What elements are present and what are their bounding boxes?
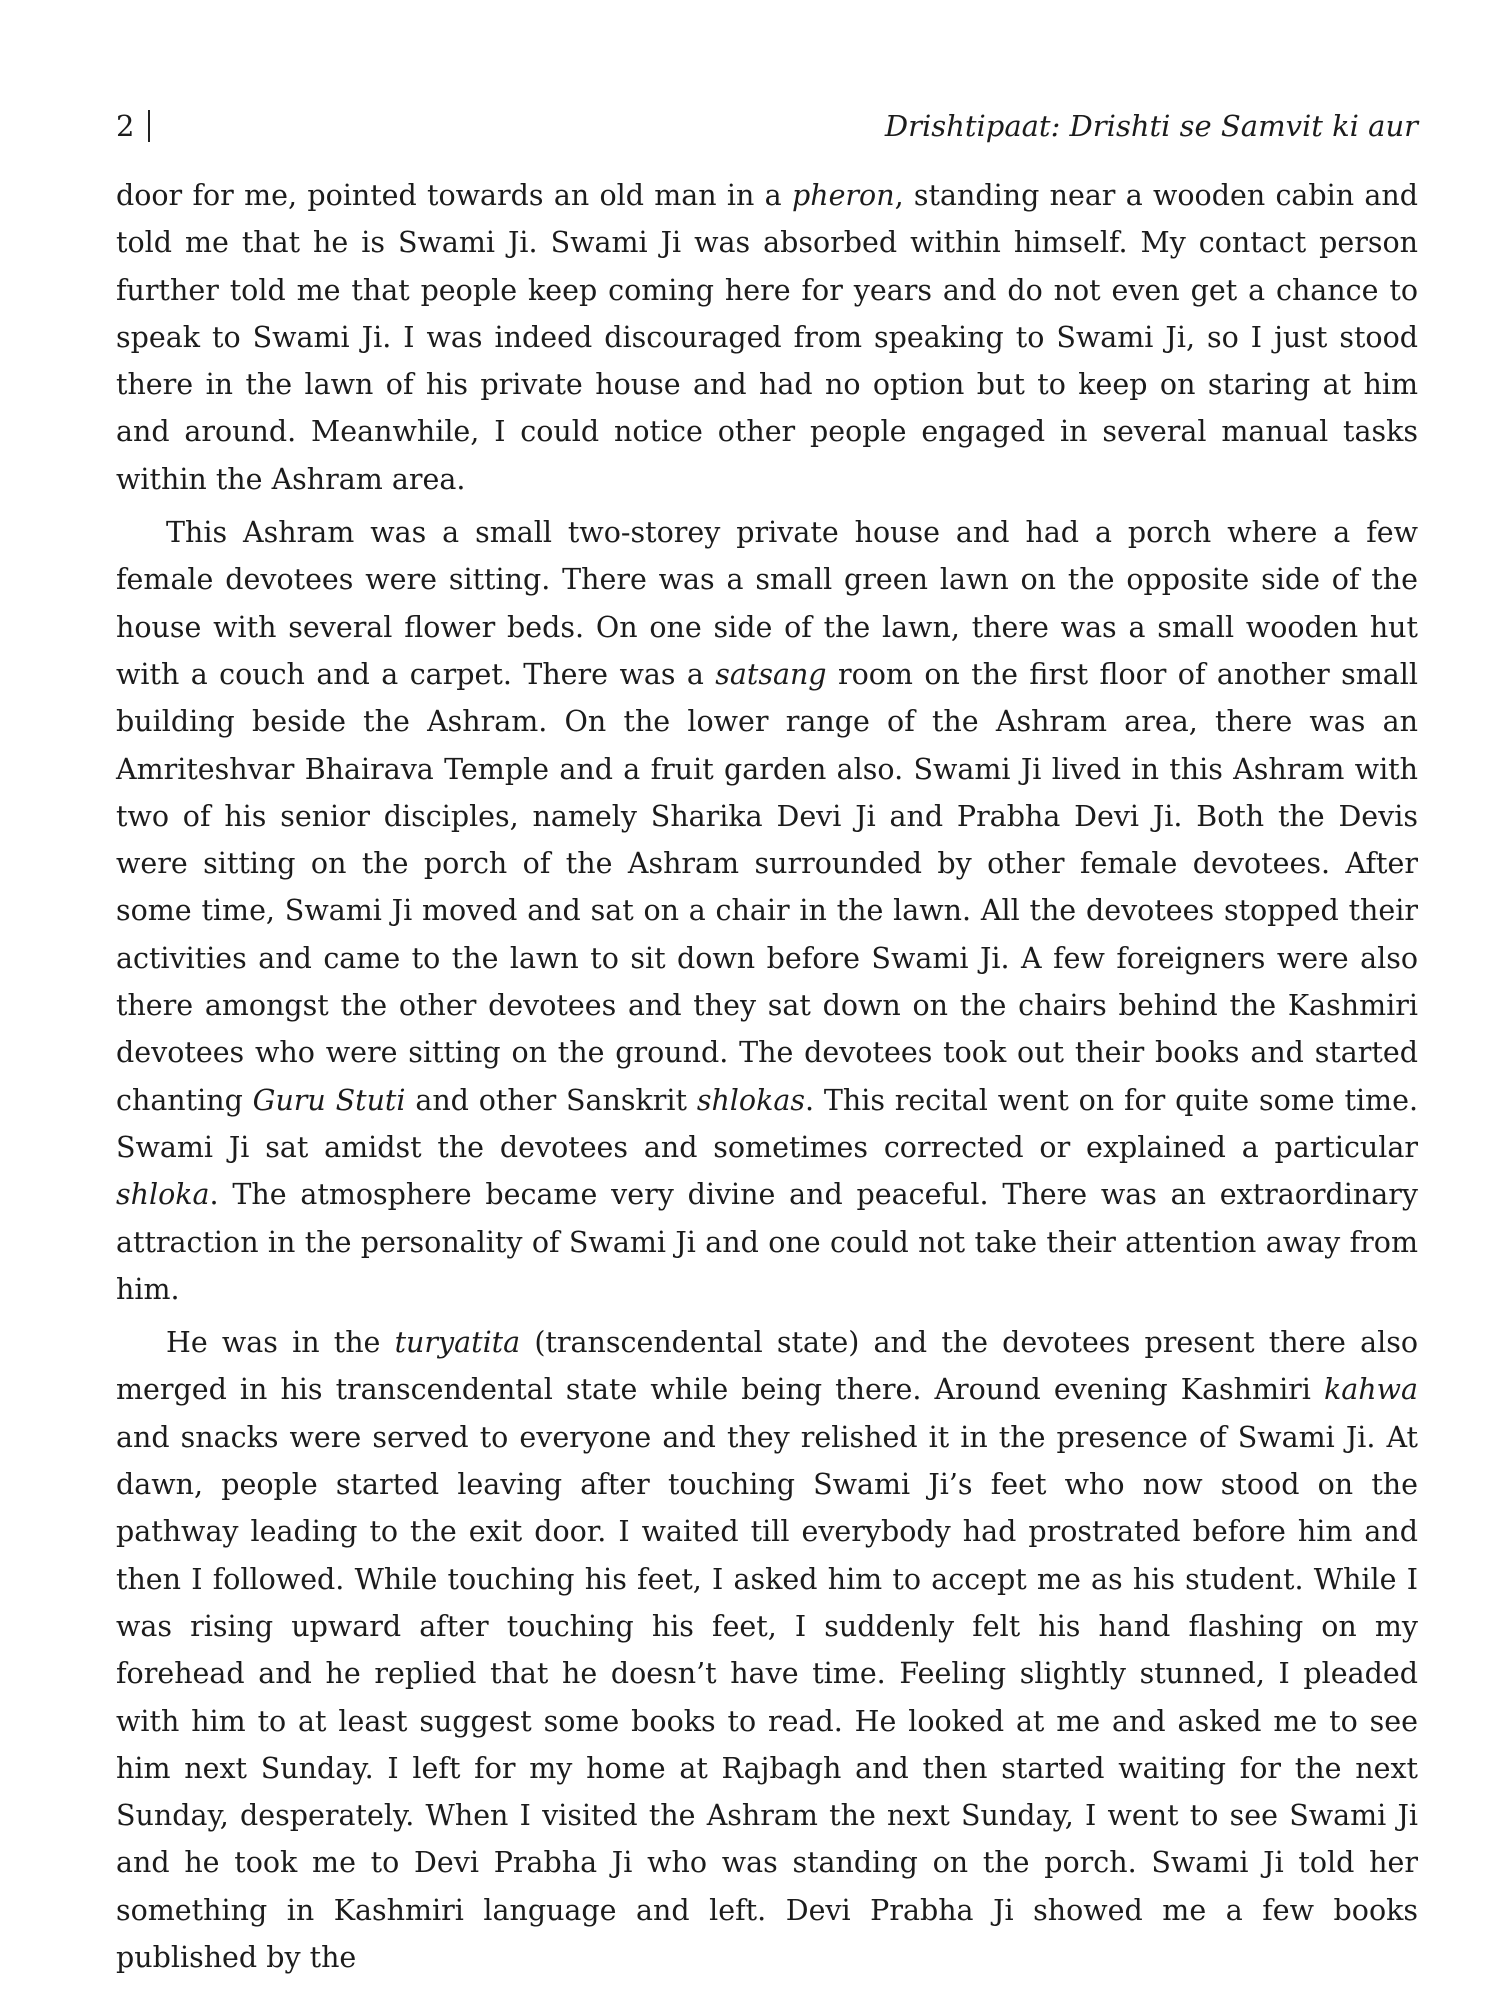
italic-term: satsang [715, 657, 827, 691]
text-run: and snacks were served to everyone and they relished it in the presence of Swami Ji. At dawn, people started leaving after touching Swami Ji’s feet who now stood on the pathway leading to the exit door. I waited till everybody had prostrated before him and then I followed. While touching his feet, I asked him to accept me as his student. While I was rising upward after touching his feet, I suddenly felt his hand flashing on my forehead and he replied that he doesn’t have time. Feeling slightly stunned, I pleaded with him to at least suggest some books to read. He looked at me and asked me to see him next Sunday. I left for my home at Rajbagh and then started waiting for the next Sunday, desperately. When I visited the Ashram the next Sunday, I went to see Swami Ji and he took me to Devi Prabha Ji who was standing on the porch. Swami Ji told her something in Kashmiri language and left. Devi Prabha Ji showed me a few books published by the [116, 1420, 1418, 1974]
italic-term: turyatita [394, 1326, 521, 1360]
text-run: He was in the [166, 1326, 395, 1360]
text-run: door for me, pointed towards an old man in a [116, 179, 792, 212]
italic-term: shlokas [696, 1083, 805, 1117]
paragraph-3 [116, 1319, 1418, 1981]
text-run: This Ashram was a small two-storey private house and had a porch where a few female devotees were sitting. There was a small green lawn on the opposite side of the house with several flower beds. On one side of the lawn, there was a small wooden hut with a couch and a carpet. There was a [116, 516, 1418, 691]
paragraph-2 [116, 509, 1418, 1313]
italic-term: pheron [791, 179, 895, 212]
text-run: room on the first floor of another small building beside the Ashram. On the lower range of the Ashram area, there was an Amriteshvar Bhairava Temple and a fruit garden also. Swami Ji lived in this Ashram with two of his senior disciples, namely Sharika Devi Ji and Prabha Devi Ji. Both the Devis were sitting on the porch of the Ashram surrounded by other female devotees. After some time, Swami Ji moved and sat on a chair in the lawn. All the devotees stopped their activities and came to the lawn to sit down before Swami Ji. A few foreigners were also there amongst the other devotees and they sat down on the chairs behind the Kashmiri devotees who were sitting on the ground. The devotees took out their books and started chanting [116, 657, 1418, 1117]
italic-term: Guru Stuti [252, 1083, 406, 1117]
italic-term: kahwa [1323, 1373, 1418, 1407]
header-divider [148, 110, 150, 142]
running-title: Drishtipaat: Drishti se Samvit ki aur [884, 109, 1418, 143]
paragraph-1 [116, 172, 1418, 503]
text-run: . The atmosphere became very divine and peaceful. There was an extraordinary attraction in the personality of Swami Ji and one could not take their attention away from him. [116, 1178, 1418, 1306]
text-run: . This recital went on for quite some time. Swami Ji sat amidst the devotees and sometimes corrected or explained a particular [116, 1083, 1419, 1164]
page-header [116, 104, 1418, 148]
page-number: 2 [116, 109, 135, 143]
text-run: , standing near a wooden cabin and told me that he is Swami Ji. Swami Ji was absorbed within himself. My contact person further told me that people keep coming here for years and do not even get a chance to speak to Swami Ji. I was indeed discouraged from speaking to Swami Ji, so I just stood there in the lawn of his private house and had no option but to keep on staring at him and around. Meanwhile, I could notice other people engaged in several manual tasks within the Ashram area. [116, 179, 1419, 496]
italic-term: shloka [116, 1178, 210, 1212]
body-text [116, 172, 1418, 1987]
text-run: (transcendental state) and the devotees present there also merged in his transcendental state while being there. Around evening Kashmiri [116, 1326, 1418, 1407]
page-number-group [116, 109, 150, 143]
text-run: and other Sanskrit [405, 1083, 697, 1117]
